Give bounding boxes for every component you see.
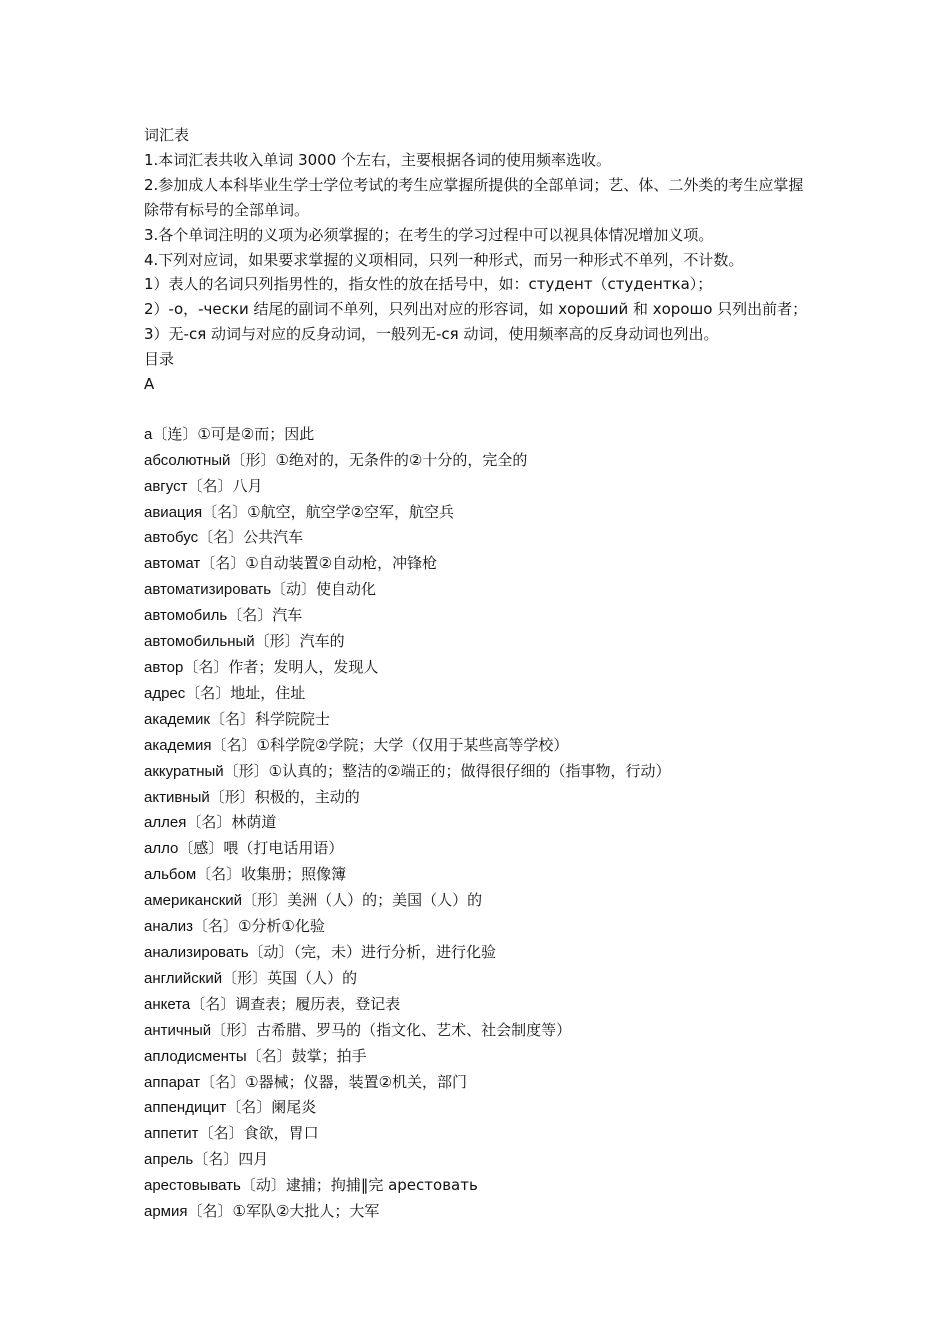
note-3: 3.各个单词注明的义项为必须掌握的；在考生的学习过程中可以视具体情况增加义项。 <box>144 225 714 244</box>
entry-word: а <box>144 425 153 443</box>
vocab-entry <box>144 1044 812 1070</box>
vocab-entry <box>144 1070 812 1096</box>
entry-definition: 〔名〕汽车 <box>227 606 303 625</box>
vocab-entry <box>144 836 812 862</box>
toc-label: 目录 <box>144 350 175 369</box>
entry-word: академик <box>144 710 210 728</box>
vocab-entry <box>144 629 812 655</box>
note-4-1: 1）表人的名词只列指男性的，指女性的放在括号中，如：студент（студентка）； <box>144 275 713 294</box>
entry-word: адрес <box>144 684 186 702</box>
note-4-3: 3）无-ся 动词与对应的反身动词，一般列无-ся 动词，使用频率高的反身动词也列出。 <box>144 325 719 344</box>
entry-word: аллея <box>144 814 187 832</box>
entry-definition: 〔动〕逮捕；拘捕‖完 арестовать <box>240 1176 478 1195</box>
note-4-2: 2）-о，-чески 结尾的副词不单列，只列出对应的形容词，如 хороший 和 хорошо 只列出前者； <box>144 300 808 319</box>
entry-definition: 〔形〕美洲（人）的；美国（人）的 <box>242 891 483 910</box>
entry-definition: 〔动〕使自动化 <box>271 580 377 599</box>
entry-word: английский <box>144 969 223 987</box>
note-2: 2.参加成人本科毕业生学士学位考试的考生应掌握所提供的全部单词；艺、体、二外类的考生应掌握除带有标号的全部单词。 <box>144 175 804 219</box>
vocab-entry <box>144 1018 812 1044</box>
entry-word: апрель <box>144 1151 194 1169</box>
entry-definition: 〔形〕①绝对的，无条件的②十分的，完全的 <box>230 450 528 469</box>
entry-word: аппарат <box>144 1073 201 1091</box>
entry-definition: 〔名〕公共汽车 <box>198 528 304 547</box>
entry-word: арестовывать <box>144 1177 241 1195</box>
vocab-entry <box>144 940 812 966</box>
entry-word: автобус <box>144 529 199 547</box>
vocab-entry <box>144 966 812 992</box>
entry-word: активный <box>144 788 210 806</box>
entry-word: аппендицит <box>144 1099 227 1117</box>
vocab-entry <box>144 914 812 940</box>
vocab-entry <box>144 733 812 759</box>
note-4: 4.下列对应词，如果要求掌握的义项相同，只列一种形式，而另一种形式不单列，不计数。 <box>144 250 744 269</box>
vocab-entry <box>144 474 812 500</box>
vocab-entry <box>144 810 812 836</box>
vocab-entry <box>144 577 812 603</box>
vocab-entry <box>144 759 812 785</box>
entry-word: автомат <box>144 555 201 573</box>
vocab-entry <box>144 888 812 914</box>
entry-word: автор <box>144 659 184 677</box>
entry-definition: 〔名〕①航空，航空学②空军，航空兵 <box>202 502 455 521</box>
entry-word: аппетит <box>144 1125 199 1143</box>
entry-definition: 〔名〕①军队②大批人；大军 <box>187 1202 380 1221</box>
entry-word: автомобильный <box>144 633 255 651</box>
entry-word: альбом <box>144 866 197 884</box>
document-title: 词汇表 <box>144 126 190 144</box>
note-1: 1.本词汇表共收入单词 3000 个左右，主要根据各词的使用频率选收。 <box>144 150 612 169</box>
entry-list <box>144 422 812 1225</box>
entry-definition: 〔形〕积极的，主动的 <box>209 787 360 806</box>
vocab-entry <box>144 603 812 629</box>
entry-word: анализировать <box>144 943 249 961</box>
blank-line <box>144 397 812 422</box>
entry-word: античный <box>144 1021 212 1039</box>
entry-definition: 〔形〕汽车的 <box>254 632 345 651</box>
entry-word: авиация <box>144 503 203 521</box>
entry-definition: 〔连〕①可是②而；因此 <box>152 424 315 443</box>
entry-definition: 〔名〕八月 <box>187 476 263 495</box>
entry-definition: 〔名〕科学院院士 <box>209 709 330 728</box>
vocab-entry <box>144 525 812 551</box>
entry-word: аплодисменты <box>144 1047 247 1065</box>
entry-definition: 〔形〕古希腊、罗马的（指文化、艺术、社会制度等） <box>211 1020 572 1039</box>
entry-word: август <box>144 477 188 495</box>
entry-definition: 〔名〕①器械；仪器，装置②机关，部门 <box>200 1072 468 1091</box>
entry-definition: 〔名〕地址，住址 <box>185 683 306 702</box>
entry-definition: 〔名〕阑尾炎 <box>226 1098 317 1117</box>
entry-word: анкета <box>144 995 191 1013</box>
vocab-entry <box>144 1147 812 1173</box>
entry-definition: 〔名〕四月 <box>193 1150 269 1169</box>
vocab-entry <box>144 1121 812 1147</box>
vocab-entry <box>144 551 812 577</box>
vocab-entry <box>144 1199 812 1225</box>
entry-word: алло <box>144 840 179 858</box>
entry-definition: 〔名〕林荫道 <box>186 813 277 832</box>
entry-word: аккуратный <box>144 762 224 780</box>
entry-definition: 〔形〕英国（人）的 <box>222 968 358 987</box>
entry-definition: 〔名〕鼓掌；拍手 <box>246 1046 367 1065</box>
entry-word: автомобиль <box>144 607 228 625</box>
vocab-entry <box>144 707 812 733</box>
vocab-entry <box>144 785 812 811</box>
vocab-entry <box>144 655 812 681</box>
entry-word: американский <box>144 892 243 910</box>
entry-definition: 〔名〕收集册；照像簿 <box>196 865 347 884</box>
vocab-entry <box>144 422 812 448</box>
document-body <box>144 123 812 1225</box>
entry-definition: 〔名〕调查表；履历表，登记表 <box>190 994 401 1013</box>
entry-word: армия <box>144 1203 188 1221</box>
vocab-entry <box>144 448 812 474</box>
entry-definition: 〔名〕①科学院②学院；大学（仅用于某些高等学校） <box>211 735 569 754</box>
entry-word: абсолютный <box>144 451 231 469</box>
entry-word: автоматизировать <box>144 581 272 599</box>
entry-word: академия <box>144 736 212 754</box>
entry-definition: 〔名〕食欲，胃口 <box>198 1124 319 1143</box>
entry-definition: 〔形〕①认真的；整洁的②端正的；做得很仔细的（指事物，行动） <box>223 761 671 780</box>
vocab-entry <box>144 1095 812 1121</box>
vocab-entry <box>144 862 812 888</box>
vocab-entry <box>144 1173 812 1199</box>
entry-definition: 〔名〕作者；发明人，发现人 <box>183 658 379 677</box>
vocab-entry <box>144 681 812 707</box>
entry-definition: 〔感〕喂（打电话用语） <box>178 839 344 858</box>
entry-definition: 〔名〕①自动装置②自动枪，冲锋枪 <box>200 554 438 573</box>
vocab-entry <box>144 500 812 526</box>
entry-word: анализ <box>144 918 193 936</box>
vocab-entry <box>144 992 812 1018</box>
section-letter: A <box>144 375 155 394</box>
entry-definition: 〔名〕①分析①化验 <box>192 917 325 936</box>
entry-definition: 〔动〕（完，未）进行分析，进行化验 <box>248 942 497 961</box>
